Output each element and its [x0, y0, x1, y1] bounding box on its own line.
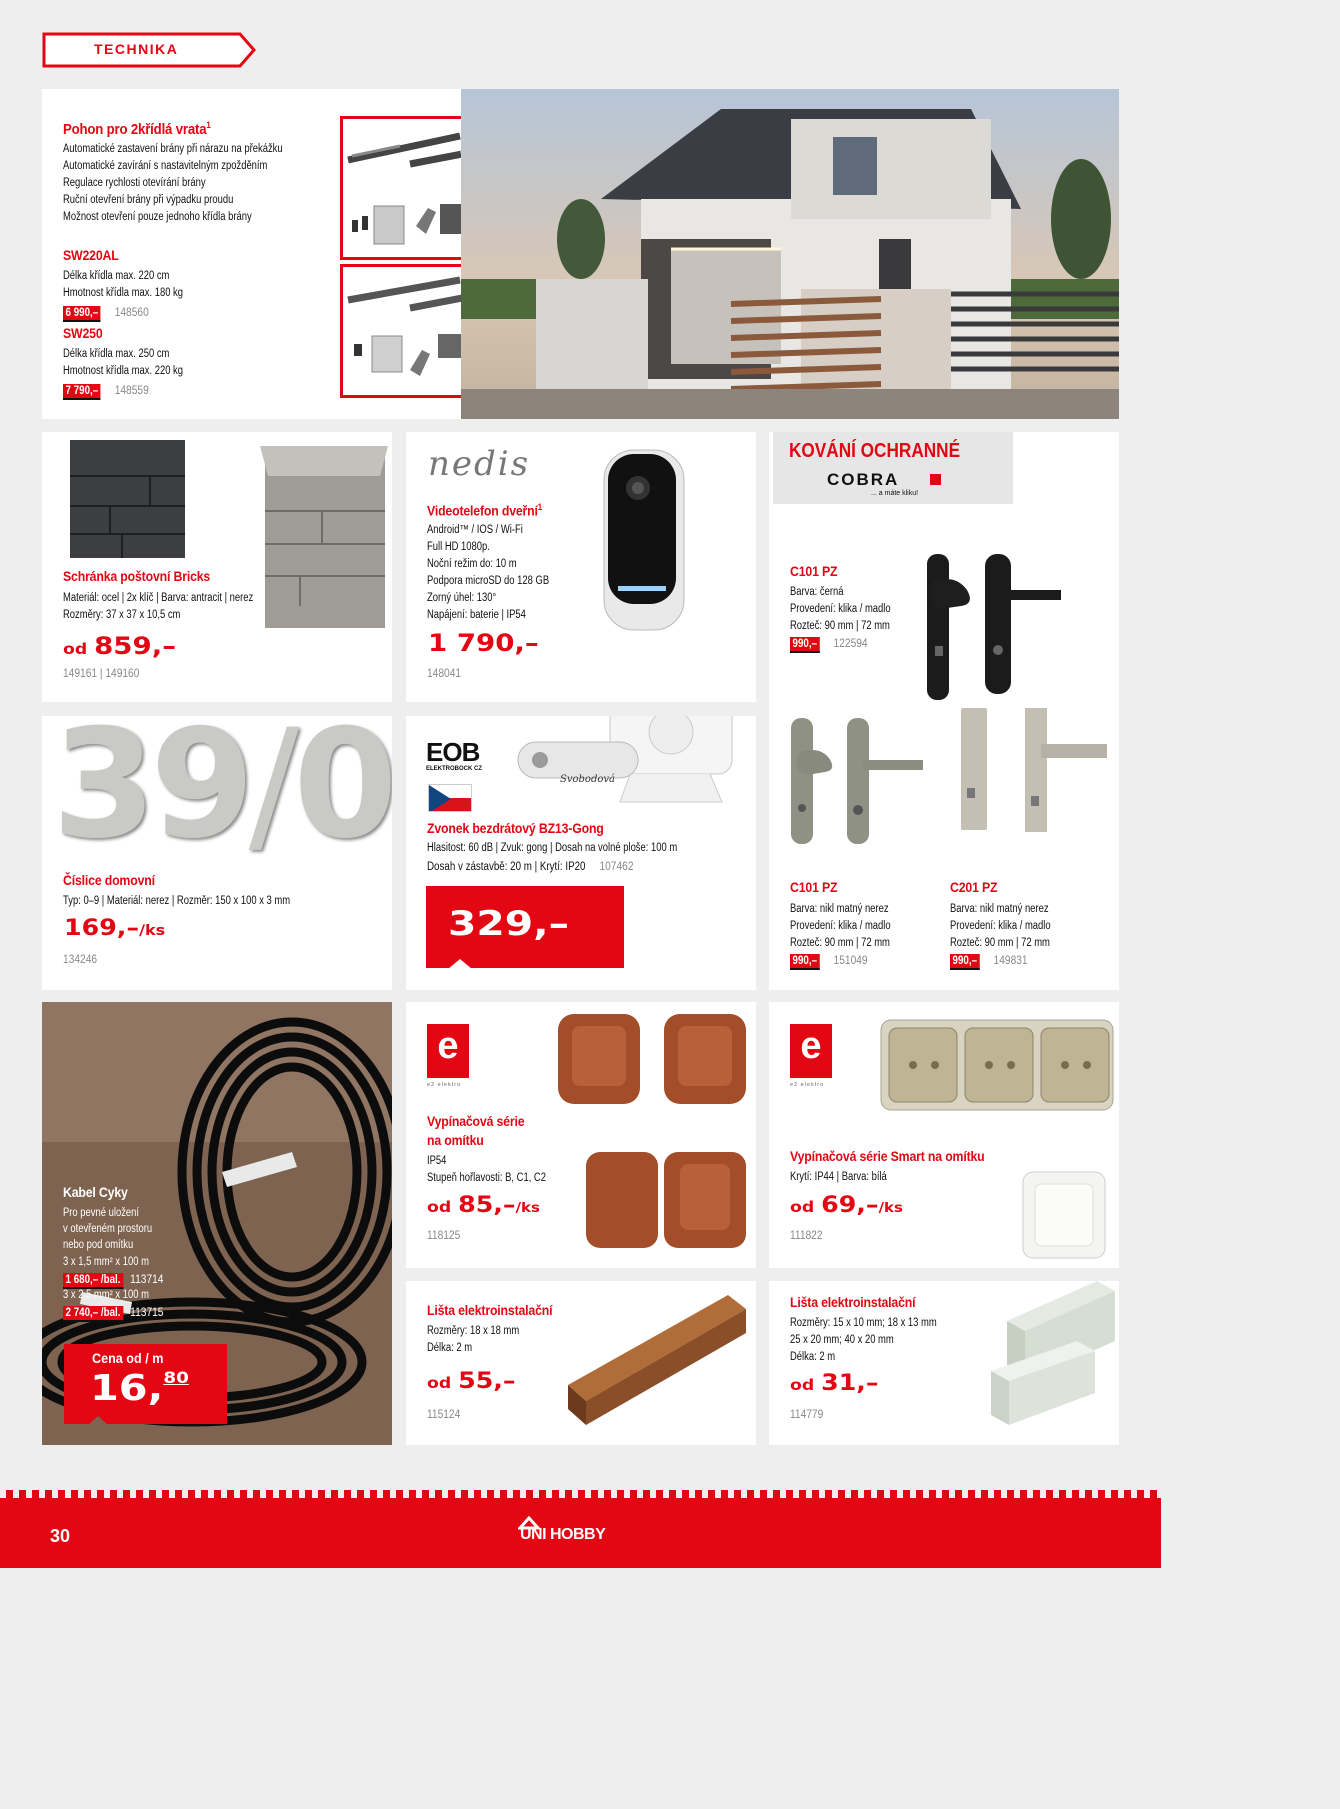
mailbox-title: Schránka poštovní Bricks	[63, 568, 211, 584]
videophone-title: Videotelefon dveřní$^1$	[427, 502, 542, 519]
page-number: 30	[50, 1526, 71, 1546]
model-sw220al-spec: Hmotnost křídla max. 180 kg	[63, 287, 184, 299]
cable-cyky-card	[42, 1002, 392, 1445]
price-tag: 1 680,– /bal.	[63, 1273, 123, 1289]
cable-variant-spec: 3 x 2,5 mm² x 100 m	[63, 1289, 149, 1301]
c101-nickel-title: C101 PZ	[790, 879, 838, 895]
trunking-white-card	[769, 1281, 1119, 1445]
bell-title: Zvonek bezdrátový BZ13-Gong	[427, 820, 604, 836]
wireless-bell-card	[406, 716, 756, 990]
unihobby-roof-icon	[518, 1516, 540, 1530]
price-tag: 990,–	[790, 637, 820, 653]
bell-spec: Hlasitost: 60 dB | Zvuk: gong | Dosah na volné ploše: 100 m	[427, 842, 678, 854]
trunking-white-spec: Délka: 2 m	[790, 1351, 836, 1363]
videophone-spec: Napájení: baterie | IP54	[427, 609, 526, 621]
trunking-brown-card	[406, 1281, 756, 1445]
e2-logo	[790, 1024, 832, 1078]
price-tag: 990,–	[790, 954, 820, 970]
trunking-white-price: od 31,–	[790, 1371, 879, 1396]
switch-series-title: na omítku	[427, 1132, 484, 1148]
trunking-white-title: Lišta elektroinstalační	[790, 1294, 916, 1310]
trunking-brown-title: Lišta elektroinstalační	[427, 1302, 553, 1318]
videophone-spec: Full HD 1080p.	[427, 541, 490, 553]
smart-series-price: od 69,–/ks	[790, 1193, 903, 1218]
gate-drive-card	[42, 89, 1119, 419]
c101-nickel-spec: Provedení: klika / madlo	[790, 920, 891, 932]
cobra-handles-card	[769, 432, 1119, 990]
house-numbers-title: Číslice domovní	[63, 872, 155, 888]
bell-spec: Dosah v zástavbě: 20 m | Krytí: IP20	[427, 861, 586, 873]
mailbox-price: od 859,–	[63, 632, 177, 660]
smart-series-spec: Krytí: IP44 | Barva: bílá	[790, 1171, 887, 1183]
videophone-spec: Android™ / IOS / Wi-Fi	[427, 524, 523, 536]
cable-title: Kabel Cyky	[63, 1184, 128, 1200]
switch-series-code: 118125	[427, 1228, 461, 1242]
smart-socket-image	[879, 1018, 1115, 1112]
switch-series-spec: Stupeň hořlavosti: B, C1, C2	[427, 1172, 546, 1184]
house-number-digit: /	[248, 716, 294, 872]
cable-per-m-price: 16,80	[90, 1368, 189, 1409]
product-code: 148559	[114, 383, 149, 397]
model-sw250-title: SW250	[63, 325, 103, 341]
e2-logo	[427, 1024, 469, 1078]
c201-nickel-spec: Rozteč: 90 mm | 72 mm	[950, 937, 1050, 949]
bell-spec-row	[427, 857, 633, 876]
e2-logo-mark: e	[437, 1025, 459, 1067]
c101-nickel-spec: Barva: nikl matný nerez	[790, 903, 889, 915]
gate-feature: Regulace rychlosti otevírání brány	[63, 177, 206, 189]
czech-flag-icon	[428, 784, 472, 812]
trunking-brown-price: od 55,–	[427, 1369, 516, 1394]
switch-series-price: od 85,–/ks	[427, 1193, 540, 1218]
footer-bar	[0, 1490, 1161, 1568]
gate-feature: Automatické zavírání s nastavitelným zpožděním	[63, 160, 268, 172]
cable-variant-spec: 3 x 1,5 mm² x 100 m	[63, 1256, 149, 1268]
white-trunking-image	[987, 1281, 1117, 1431]
trunking-brown-spec: Rozměry: 18 x 18 mm	[427, 1325, 520, 1337]
switch-series-title: Vypínačová série	[427, 1113, 525, 1129]
house-numbers-code: 134246	[63, 952, 98, 966]
gate-feature: Možnost otevření pouze jednoho křídla brány	[63, 211, 252, 223]
house-numbers-spec: Typ: 0–9 | Materiál: nerez | Rozměr: 150 x 100 x 3 mm	[63, 895, 291, 907]
product-code: 107462	[599, 859, 634, 873]
section-tab	[42, 32, 258, 68]
cobra-slogan: ... a máte kliku!	[871, 490, 919, 497]
c101-nickel-price-row	[790, 951, 868, 970]
product-code: 149831	[993, 953, 1028, 967]
model-sw220al-spec: Délka křídla max. 220 cm	[63, 270, 170, 282]
product-code: 151049	[833, 953, 868, 967]
model-sw250-spec: Hmotnost křídla max. 220 kg	[63, 365, 184, 377]
mailbox-spec: Rozměry: 37 x 37 x 10,5 cm	[63, 609, 181, 621]
c101-black-title: C101 PZ	[790, 563, 838, 579]
bell-price: 329,–	[448, 904, 570, 944]
section-tab-label: TECHNIKA	[94, 41, 179, 57]
price-tag: 7 790,–	[63, 384, 101, 400]
cobra-banner	[773, 432, 1013, 504]
c201-nickel-spec: Barva: nikl matný nerez	[950, 903, 1049, 915]
gate-feature: Ruční otevření brány při výpadku proudu	[63, 194, 234, 206]
product-code: 113714	[130, 1272, 164, 1286]
e2-logo-text: e2 elektro	[790, 1082, 825, 1088]
c201-nickel-title: C201 PZ	[950, 879, 998, 895]
bell-nameplate: Svobodová	[560, 774, 615, 785]
cable-spec: v otevřeném prostoru	[63, 1223, 153, 1235]
smart-switch-image	[1021, 1170, 1107, 1260]
house-numbers-price: 169,–/ks	[64, 916, 166, 941]
c201-nickel-price-row	[950, 951, 1028, 970]
model-sw250-price-row	[63, 381, 149, 400]
product-code: 148560	[114, 305, 149, 319]
model-sw250-spec: Délka křídla max. 250 cm	[63, 348, 170, 360]
c101-black-spec: Barva: černá	[790, 586, 844, 598]
mailbox-spec: Materiál: ocel | 2x klíč | Barva: antracit | nerez	[63, 592, 254, 604]
trunking-brown-spec: Délka: 2 m	[427, 1342, 473, 1354]
videophone-price: 1 790,–	[428, 629, 539, 657]
videophone-spec: Podpora microSD do 128 GB	[427, 575, 550, 587]
gate-title: Pohon pro 2křídlá vrata$^1$	[63, 120, 211, 138]
elektrobock-logo: EOB ELEKTROBOCK CZ	[426, 737, 482, 772]
door-handle-black-image	[917, 550, 1067, 700]
cable-per-m-badge	[64, 1344, 227, 1424]
smart-series-card	[769, 1002, 1119, 1268]
cobra-logo: COBRA	[827, 470, 900, 489]
price-tag: 990,–	[950, 954, 980, 970]
house-gate-photo	[461, 89, 1119, 419]
e2-logo-mark: e	[800, 1025, 822, 1067]
mailbox-card	[42, 432, 392, 702]
c101-black-spec: Provedení: klika / madlo	[790, 603, 891, 615]
trunking-white-spec: 25 x 20 mm; 40 x 20 mm	[790, 1334, 894, 1346]
house-numbers-image	[52, 716, 392, 872]
product-code: 113715	[130, 1305, 164, 1319]
footer-torn-edge	[0, 1490, 1161, 1498]
videophone-spec: Noční režim do: 10 m	[427, 558, 517, 570]
smart-series-title: Vypínačová série Smart na omítku	[790, 1148, 985, 1164]
cobra-logo-mark	[930, 474, 941, 485]
cobra-banner-title: KOVÁNÍ OCHRANNÉ	[789, 440, 961, 462]
nedis-logo: nedis	[428, 444, 531, 484]
cable-spec: nebo pod omítku	[63, 1239, 134, 1251]
house-number-digit: 0	[293, 716, 392, 872]
unihobby-logo: UNI HOBBY	[520, 1526, 605, 1544]
door-handle-nickel-image	[785, 716, 935, 846]
smart-series-code: 111822	[790, 1228, 823, 1242]
mailbox-codes: 149161 | 149160	[63, 666, 140, 680]
cable-variant-price-row	[63, 1303, 163, 1322]
c201-nickel-spec: Provedení: klika / madlo	[950, 920, 1051, 932]
door-handle-nickel-square-image	[955, 706, 1115, 836]
trunking-brown-code: 115124	[427, 1407, 461, 1421]
gate-feature: Automatické zastavení brány při nárazu na překážku	[63, 143, 283, 155]
house-numbers-card	[42, 716, 392, 990]
c101-black-price-row	[790, 634, 868, 653]
switch-series-card	[406, 1002, 756, 1268]
bell-price-tag	[426, 886, 624, 968]
cable-spec: Pro pevné uložení	[63, 1207, 140, 1219]
brown-trunking-image	[558, 1285, 748, 1435]
wireless-bell-image	[510, 716, 750, 816]
house-number-digit: 3	[52, 716, 151, 872]
price-tag: 2 740,– /bal.	[63, 1306, 123, 1322]
house-number-digit: 9	[150, 716, 249, 872]
c101-black-spec: Rozteč: 90 mm | 72 mm	[790, 620, 890, 632]
trunking-white-spec: Rozměry: 15 x 10 mm; 18 x 13 mm	[790, 1317, 937, 1329]
model-sw220al-title: SW220AL	[63, 247, 119, 263]
model-sw220al-price-row	[63, 303, 149, 322]
switch-boxes-image	[552, 1010, 752, 1250]
videophone-code: 148041	[427, 666, 462, 680]
cable-per-m-label: Cena od / m	[92, 1350, 164, 1366]
switch-series-spec: IP54	[427, 1155, 447, 1167]
trunking-white-code: 114779	[790, 1407, 824, 1421]
e2-logo-text: e2 elektro	[427, 1082, 462, 1088]
doorbell-camera-image	[594, 446, 694, 636]
c101-nickel-spec: Rozteč: 90 mm | 72 mm	[790, 937, 890, 949]
videophone-card	[406, 432, 756, 702]
product-code: 122594	[833, 636, 868, 650]
videophone-spec: Zorný úhel: 130°	[427, 592, 497, 604]
price-tag: 6 990,–	[63, 306, 101, 322]
